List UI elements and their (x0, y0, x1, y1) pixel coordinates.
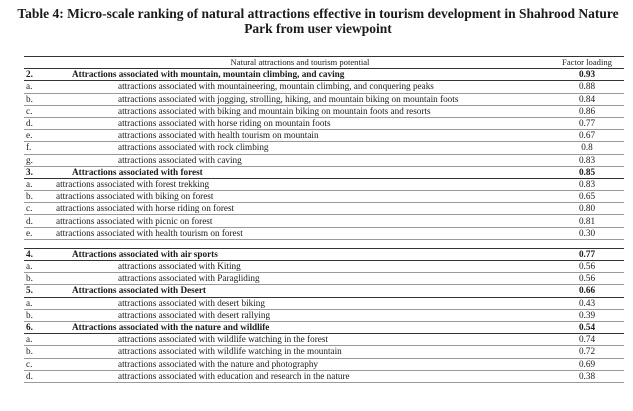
section-number: 5. (24, 285, 50, 297)
table-caption: Table 4: Micro-scale ranking of natural attractions effective in tourism development in Shahrood Nature Park from user viewpoint (17, 6, 619, 36)
header-factor-loading: Factor loading (550, 57, 624, 69)
item-letter: b. (24, 191, 50, 203)
item-description: attractions associated with health tourism on forest (50, 227, 550, 239)
item-loading: 0.38 (550, 370, 624, 382)
item-loading: 0.56 (550, 273, 624, 285)
item-loading: 0.83 (550, 154, 624, 166)
item-letter: g. (24, 154, 50, 166)
section-number: 4. (24, 248, 50, 260)
item-description: attractions associated with desert rallying (50, 309, 550, 321)
section-title: Attractions associated with mountain, mountain climbing, and caving (50, 69, 550, 81)
item-letter: a. (24, 261, 50, 273)
item-loading: 0.8 (550, 142, 624, 154)
section-loading: 0.93 (550, 69, 624, 81)
section-loading: 0.66 (550, 285, 624, 297)
item-letter: a. (24, 81, 50, 93)
item-description: attractions associated with jogging, strolling, hiking, and mountain biking on mountain foots (50, 93, 550, 105)
item-loading: 0.86 (550, 105, 624, 117)
section-number: 2. (24, 69, 50, 81)
item-loading: 0.39 (550, 309, 624, 321)
table-row (24, 178, 624, 190)
item-letter: b. (24, 346, 50, 358)
item-description: attractions associated with wildlife watching in the forest (50, 334, 550, 346)
section-title: Attractions associated with air sports (50, 248, 550, 260)
item-letter: e. (24, 130, 50, 142)
item-description: attractions associated with rock climbing (50, 142, 550, 154)
table-body (24, 69, 624, 383)
item-loading: 0.69 (550, 358, 624, 370)
table-row (24, 93, 624, 105)
item-letter: a. (24, 297, 50, 309)
gap-cell (550, 239, 624, 248)
item-loading: 0.72 (550, 346, 624, 358)
section-row (24, 166, 624, 178)
item-letter: a. (24, 334, 50, 346)
item-letter: d. (24, 117, 50, 129)
item-letter: a. (24, 178, 50, 190)
item-letter: b. (24, 309, 50, 321)
section-title: Attractions associated with the nature and wildlife (50, 321, 550, 333)
item-description: attractions associated with biking and mountain biking on mountain foots and resorts (50, 105, 550, 117)
item-description: attractions associated with mountaineering, mountain climbing, and conquering peaks (50, 81, 550, 93)
item-letter: e. (24, 227, 50, 239)
item-loading: 0.80 (550, 203, 624, 215)
table-row (24, 203, 624, 215)
table-row (24, 227, 624, 239)
item-loading: 0.88 (550, 81, 624, 93)
section-row (24, 69, 624, 81)
table-row (24, 370, 624, 382)
table-row (24, 309, 624, 321)
item-letter: f. (24, 142, 50, 154)
gap-cell (24, 239, 50, 248)
item-letter: d. (24, 370, 50, 382)
gap-cell (50, 239, 550, 248)
table-row (24, 297, 624, 309)
item-loading: 0.77 (550, 117, 624, 129)
section-loading: 0.77 (550, 248, 624, 260)
item-letter: c. (24, 358, 50, 370)
table-row (24, 346, 624, 358)
item-loading: 0.30 (550, 227, 624, 239)
item-letter: c. (24, 105, 50, 117)
item-description: attractions associated with forest trekking (50, 178, 550, 190)
table-row (24, 130, 624, 142)
section-row (24, 321, 624, 333)
item-description: attractions associated with horse riding on forest (50, 203, 550, 215)
section-title: Attractions associated with Desert (50, 285, 550, 297)
item-loading: 0.67 (550, 130, 624, 142)
item-loading: 0.43 (550, 297, 624, 309)
table-row (24, 81, 624, 93)
table-row (24, 191, 624, 203)
item-description: attractions associated with wildlife watching in the mountain (50, 346, 550, 358)
item-letter: d. (24, 215, 50, 227)
table-header-row (24, 57, 624, 69)
section-number: 6. (24, 321, 50, 333)
table-row (24, 154, 624, 166)
item-description: attractions associated with health tourism on mountain (50, 130, 550, 142)
table-row (24, 261, 624, 273)
table-row (24, 358, 624, 370)
item-loading: 0.83 (550, 178, 624, 190)
section-loading: 0.54 (550, 321, 624, 333)
item-letter: b. (24, 273, 50, 285)
section-number: 3. (24, 166, 50, 178)
header-attractions: Natural attractions and tourism potential (50, 57, 550, 69)
table-row (24, 105, 624, 117)
item-loading: 0.81 (550, 215, 624, 227)
table-row (24, 334, 624, 346)
item-description: attractions associated with education and research in the nature (50, 370, 550, 382)
item-letter: b. (24, 93, 50, 105)
item-description: attractions associated with biking on forest (50, 191, 550, 203)
item-loading: 0.56 (550, 261, 624, 273)
item-description: attractions associated with desert biking (50, 297, 550, 309)
item-loading: 0.84 (550, 93, 624, 105)
table-row (24, 142, 624, 154)
table-row (24, 215, 624, 227)
item-description: attractions associated with caving (50, 154, 550, 166)
item-loading: 0.74 (550, 334, 624, 346)
item-description: attractions associated with picnic on forest (50, 215, 550, 227)
section-row (24, 285, 624, 297)
table-row (24, 273, 624, 285)
item-loading: 0.65 (550, 191, 624, 203)
item-description: attractions associated with the nature and photography (50, 358, 550, 370)
section-title: Attractions associated with forest (50, 166, 550, 178)
header-num-cell (24, 57, 50, 69)
item-description: attractions associated with Kiting (50, 261, 550, 273)
item-description: attractions associated with horse riding on mountain foots (50, 117, 550, 129)
section-row (24, 248, 624, 260)
table-row (24, 117, 624, 129)
section-loading: 0.85 (550, 166, 624, 178)
item-letter: c. (24, 203, 50, 215)
section-gap (24, 239, 624, 248)
attractions-table (24, 56, 624, 383)
item-description: attractions associated with Paragliding (50, 273, 550, 285)
